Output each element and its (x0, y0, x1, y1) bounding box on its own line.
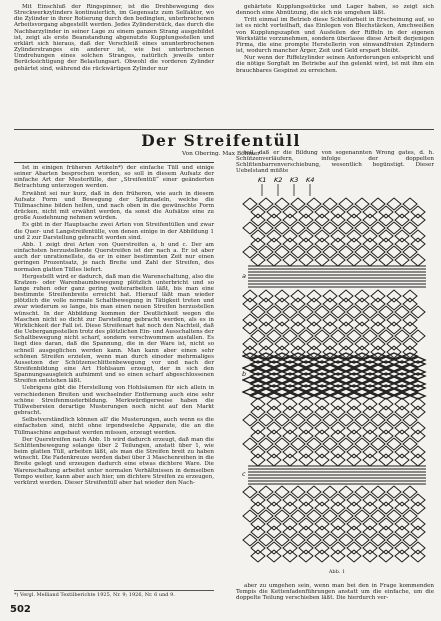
paragraph: Selbstverständlich können all' die Musterungen, auch wenn es die einfachsten sind, nicht ohne irgendwelche Apparate, die an die Tüllmaschine angebaut werden müssen, erzeugt werden. (14, 417, 214, 436)
article-right-column-bottom (236, 583, 434, 601)
page (6, 4, 436, 618)
mesh (323, 290, 337, 302)
needle-label: K4 (306, 176, 315, 184)
mesh (331, 454, 345, 466)
paragraph: Der Querstreifen nach Abb. 1b wird dadurch erzeugt, daß man die Schlittenbewegung solange über 2 Teilungen, anstatt über 1, wie beim glatten Tüll, arbeiten läßt, als man die Streifen breit zu haben wünscht. Die Fadenkreuze werden dabei über 3 Maschenreihen in die Breite gelegt und erzeugen dadurch eine etwas dichtere Ware. Die Warenschaltung arbeitet unter normalen Verhältnissen in demselben Tempo weiter, kann aber auch hier, um dichtere Streifen zu erzeugen, verkürzt werden. Dieser Streifentüll aber hat wieder den Nach- (14, 436, 214, 486)
mesh (331, 550, 345, 562)
mesh (347, 398, 361, 410)
paragraph: Es gibt in der Hauptsache zwei Arten von Streifentüllen und zwar die Quer- und Langstreifentülle, von denen einige in der Abbildung 1 und 2 zur Darstellung gebracht worden sind. (14, 222, 214, 241)
author-rule (14, 162, 214, 163)
mesh (267, 398, 281, 410)
page-number: 502 (10, 604, 31, 615)
needle-label: K3 (290, 176, 299, 184)
mesh (379, 550, 393, 562)
mesh (379, 398, 393, 410)
mesh (307, 290, 321, 302)
mesh (355, 290, 369, 302)
mesh (347, 454, 361, 466)
paragraph: Tritt einmal im Betrieb diese Schleifarbeit in Erscheinung auf, so ist es nicht vorteilhaft, das Einlegen von Blechstäcken, Amchweißen von Kupplungszapfen und Ausfeilen der Riffeln in der eigenen Werkstätte vorzunehmen, sondern überlasse diese Arbeit derjenigen Firma, die eine prompte Herstellerin von einwandfreien Zylindern ist, wodurch mancher Ärger, Zeit und Geld erspart bleibt. (236, 17, 434, 55)
figure-abb-1 (242, 174, 432, 579)
mesh (267, 454, 281, 466)
mesh (259, 290, 273, 302)
row-label: a (242, 272, 246, 280)
paragraph: Mit Einschluß der Ringspinner, ist die Drehbewegung des Streckwerkzylinders kontinuierlich, im Gegensatz zum Selfaktor, wo die Zylinder in ihrer Rotierung durch den bedingten, unterbrochenen Arbeitsvorgang abgestellt werden. Jedes Zylinderstück, das durch die Nachbarzylinder in seiner Lage zu einem ganzen Strang ausgebildet ist, zeigt als erste Beanstandung abgenutzte Kupplungsstellen und erklärt sich hieraus, daß der Verschleiß eines ununterbrochenen Zylinderstranges ein anderer ist, wie bei unterbrochenen Umdrehungen eines solchen Stranges, natürlich jeweils unter Berücksichtigung der Belastungsart. Obwohl die vorderen Zylinder gehärtet sind, während die rückwärtigen Zylinder nur (14, 4, 214, 72)
mesh (395, 454, 409, 466)
needle-label: K2 (274, 176, 283, 184)
mesh (411, 398, 425, 410)
mesh (331, 398, 345, 410)
paragraph: Ist in einigen früheren Artikeln*) der einfache Tüll und einige seiner Abarten besprochen worden, so soll in diesem Aufsatz der einfache Art der Musterfülle, der „Streifentüll“ einer geänderten Betrachtung unterzogen werden. (14, 165, 214, 190)
mesh (291, 290, 305, 302)
mesh (267, 550, 281, 562)
row-label: c (242, 470, 246, 478)
needle-label: K1 (258, 176, 267, 184)
mesh (395, 550, 409, 562)
mesh (243, 290, 257, 302)
mesh (283, 550, 297, 562)
mesh (395, 398, 409, 410)
paragraph: aber zu umgehen sein, wenn man bei den in Frage kommenden Tempis die Kettenfadenführungen anstatt um die einfache, um die doppelte Teilung verschieben läßt. Die hierdurch ver- (236, 583, 434, 602)
mesh (283, 398, 297, 410)
paragraph: Uebrigens gibt die Herstellung von Hohlsäumen für sich allein in verschiedenen Breiten und wechselnder Entfernung auch eine sehr schöne Streifenmusterbildung. Merkwürdigerweise haben die Tüllwebereien derartige Musterungen noch nicht auf den Markt gebracht. (14, 385, 214, 417)
paragraph: Hergestellt wird er dadurch, daß man die Warenschaltung, also die Kratzen- oder Warenbaumbewegung plötzlich unterbricht und so lange ruhen oder ganz gering weiterarbeiten läßt, bis man eine bestimmte Streifenbreite erreicht hat. Hierauf läßt man wieder plötzlich die volle normale Schaltbewegung in Tätigkeit treten und zwar wiederum so lange, bis man einen neuen Streifen herzustellen wünscht. In der Abbildung kommen der Deutlichkeit wegen die Maschen nicht so dicht zur Darstellung gebracht werden, als es in Wirklichkeit der Fall ist. Diese Streifenart hat noch den Nachteil, daß die Uebergangsstellen trotz des plötzlichen Ein- und Ausschaltens der Schaltbewegung nicht scharf, sondern verschwommen ausfallen. Es liegt dies daran, daß die Spannung, die in der Ware ist, nicht so schnell ausgeglichen werden kann. Man kann aber einen sehr schönen Streifen erzielen, wenn man durch einoder mehrmaliges Aussetzen der Schützenschlittenbewegung vor und nach der Streifenbildung eine Art Hohlsaum erzeugt, der in sich den Spannungsausgleich aufnimmt und so einen scharf abgeschlossenen Streifen entstehen läßt. (14, 273, 214, 385)
mesh (403, 290, 417, 302)
paragraph: Nur wenn der Riffelzylinder seinen Anforderungen entspricht und die nötige Sorgfalt im Betriebe auf ihn gelenkt wird, ist mit ihm ein brauchbares Gespinst zu erreichen. (236, 55, 434, 74)
footnote: *) Vergl. Melliand Textilberichte 1925, Nr. 9; 1926, Nr. 6 und 9. (14, 590, 214, 598)
mesh (371, 290, 385, 302)
mesh (283, 454, 297, 466)
mesh (347, 550, 361, 562)
mesh (379, 454, 393, 466)
mesh (387, 290, 401, 302)
row-label: b (242, 370, 247, 378)
mesh (315, 454, 329, 466)
tulle-diagram (242, 174, 432, 569)
mesh (251, 398, 265, 410)
article-right-column-top (236, 150, 434, 175)
article-title: Der Streifentüll (141, 131, 301, 150)
mesh (275, 290, 289, 302)
article-author: Von Obering. Max Böhmer (181, 151, 261, 157)
article-left-column (14, 165, 214, 486)
mesh (339, 290, 353, 302)
mesh (363, 454, 377, 466)
mesh (411, 550, 425, 562)
top-left-column (14, 4, 214, 72)
top-right-column (236, 4, 434, 74)
mesh (299, 398, 313, 410)
mesh (315, 398, 329, 410)
mesh (315, 550, 329, 562)
mesh (251, 550, 265, 562)
paragraph: Abb. 1 zeigt drei Arten von Querstreifen a, b und c. Der am einfachsten herzustellende Querstreifen ist der nach a. Er ist aber auch der unrationellste, da er in einer bestimmten Zeit nur einen geringen Prozentsatz, je nach Breite und Zahl der Streifen, des normalen glatten Tülles liefert. (14, 241, 214, 273)
mesh (251, 454, 265, 466)
mesh (299, 550, 313, 562)
paragraph: gehärtete Kupplungsstücke und Lager haben, so zeigt sich dennoch eine Abnützung, die sich nie umgehen läßt. (236, 4, 434, 17)
paragraph: Erwähnt sei nur kurz, daß in den früheren, wie auch in diesem Aufsatz Form und Bewegung der Spitznadeln, welche die Tüllmaschine bilden helfen, und nach oben in die gewünschte Form drücken, nicht mit erwähnt werden, da sonst die Aufsätze eine zu große Ausdehnung nehmen würden. (14, 190, 214, 222)
mesh (363, 550, 377, 562)
figure-caption: Abb. 1 (328, 569, 346, 575)
mesh (299, 454, 313, 466)
paragraph: teil, daß er die Bildung von sogenannten Wrong gates, d. h. Schützenverläufern, infolge der doppelten Schlittenbarrenverschiebung, wesentlich begünstigt. Dieser Uebelstand müßte (236, 150, 434, 175)
mesh (411, 454, 425, 466)
title-rule-top (14, 129, 434, 130)
mesh (363, 398, 377, 410)
